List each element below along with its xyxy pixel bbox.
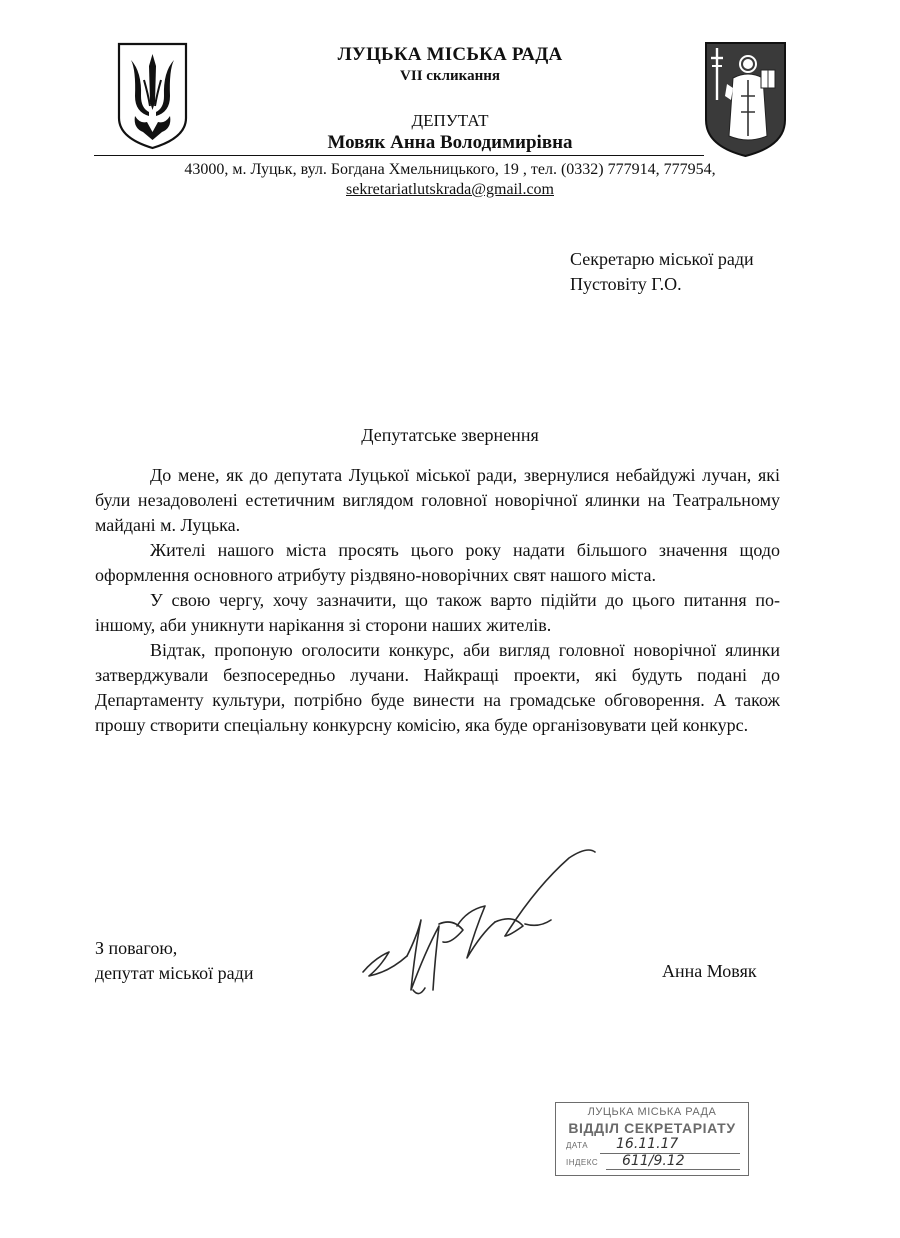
closing-block xyxy=(95,936,253,986)
closing-position: депутат міської ради xyxy=(95,963,254,983)
letterhead-email-line xyxy=(200,181,700,199)
letterhead-email[interactable]: sekretariatlutskrada@gmail.com xyxy=(346,181,554,198)
body-paragraph: У свою чергу, хочу зазначити, що також варто підійти до цього питання по-іншому, аби уникнути нарікання зі сторони наших жителів. xyxy=(95,590,780,635)
letterhead-address: 43000, м. Луцьк, вул. Богдана Хмельницького, 19 , тел. (0332) 777914, 777954, xyxy=(184,161,716,178)
signer-name: Анна Мовяк xyxy=(662,961,757,981)
deputy-label: ДЕПУТАТ xyxy=(411,111,489,130)
stamp-council: ЛУЦЬКА МІСЬКА РАДА xyxy=(587,1106,717,1118)
secretariat-stamp xyxy=(555,1102,749,1176)
deputy-name: Мовяк Анна Володимирівна xyxy=(327,132,573,153)
body-paragraph: До мене, як до депутата Луцької міської ради, звернулися небайдужі лучан, які були незадоволені естетичним виглядом головної новорічної ялинки на Театральному майдані м. Луцька. xyxy=(95,465,780,535)
addressee-block xyxy=(570,247,754,297)
stamp-index-line xyxy=(606,1169,740,1170)
letterhead-divider xyxy=(94,155,704,156)
convocation: VII скликання xyxy=(400,68,500,84)
stamp-date-label: ДАТА xyxy=(566,1141,589,1150)
body-paragraph: Відтак, пропоную оголосити конкурс, аби вигляд головної новорічної ялинки затверджували безпосередньо лучани. Найкращі проекти, які будуть подані до Департаменту культури, потрібно буде винести на громадське обговорення. А також прошу створити спеціальну конкурсну комісію, яка буде організовувати цей конкурс. xyxy=(95,640,780,735)
addressee-position: Секретарю міської ради xyxy=(570,249,754,269)
stamp-date-value: 16.11.17 xyxy=(616,1136,679,1152)
stamp-index-value: 611/9.12 xyxy=(622,1153,685,1169)
handwritten-signature xyxy=(355,840,605,1010)
letter-body xyxy=(95,463,780,738)
lutsk-coat-of-arms-icon xyxy=(703,40,788,158)
council-name: ЛУЦЬКА МІСЬКА РАДА xyxy=(337,44,563,65)
closing-regards: З повагою, xyxy=(95,938,178,958)
stamp-index-label: ІНДЕКС xyxy=(566,1158,599,1167)
document-title: Депутатське звернення xyxy=(361,425,539,445)
body-paragraph: Жителі нашого міста просять цього року надати більшого значення щодо оформлення основного атрибуту різдвяно-новорічних свят нашого міста. xyxy=(95,540,780,585)
addressee-name: Пустовіту Г.О. xyxy=(570,274,682,294)
stamp-department: ВІДДІЛ СЕКРЕТАРІАТУ xyxy=(568,1120,736,1136)
trident-emblem-icon xyxy=(115,40,190,150)
